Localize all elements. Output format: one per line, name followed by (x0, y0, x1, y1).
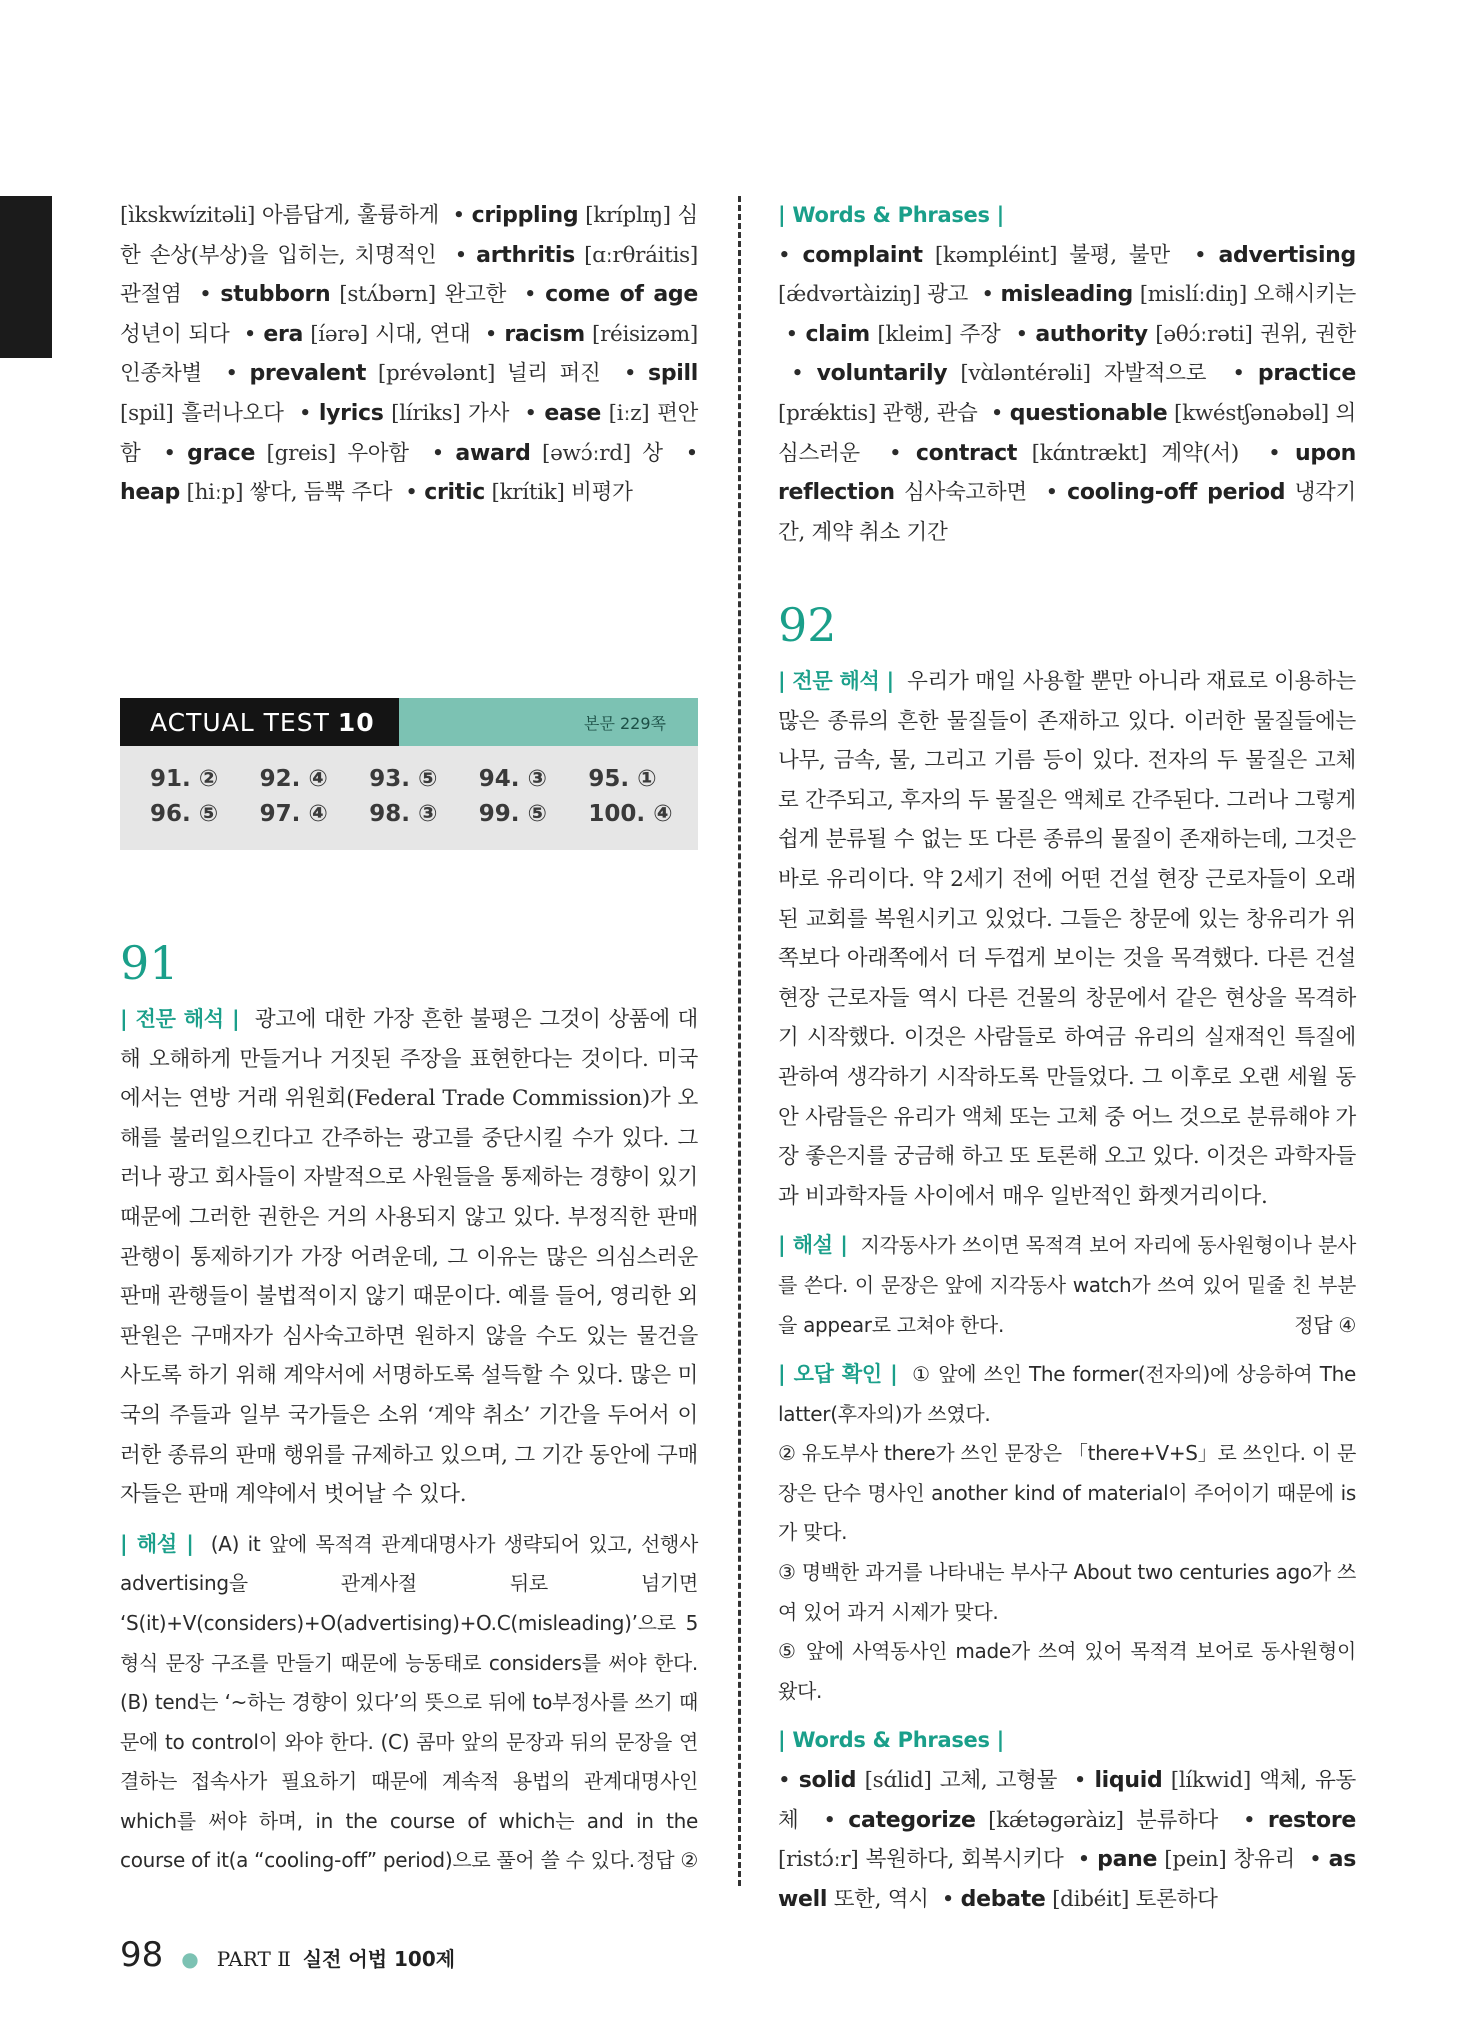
answer-key (120, 746, 698, 850)
answer-item: 93. ⑤ (369, 766, 438, 792)
answer-row (150, 766, 698, 801)
answer-item: 92. ④ (259, 766, 328, 792)
column-divider (738, 196, 741, 1886)
page-footer (120, 1935, 455, 1975)
question-91 (120, 936, 699, 1881)
translation-label: | 전문 해석 | (778, 669, 894, 693)
actual-test-title: ACTUAL TEST 10 (120, 698, 399, 746)
answer-badge: 정답 ② (636, 1848, 698, 1873)
left-vocab-block (120, 196, 698, 513)
actual-test-header (120, 698, 698, 746)
wrong-answer-label: | 오답 확인 | (778, 1362, 898, 1387)
question-number: 91 (120, 936, 179, 990)
section-title: 실전 어법 100제 (302, 1947, 456, 1971)
explanation-label: | 해설 | (120, 1531, 194, 1556)
vocab-list: | Words & Phrases | • complaint [kəmpléint] 불평, 불만 • advertising [ǽdvərtàiziŋ] 광고 • misleading [mislíːdiŋ] 오해시키는 • claim [kleim] 주장 • authority [əθɔ́ːrəti] 권위, 권한 • voluntarily [vɑ̀ləntérəli] 자발적으로 • practice [prǽktis] 관행, 관습 • questionable [kwéstʃənəbəl] 의심스러운 • contract [kɑ́ntrækt] 계약(서) • upon reflection 심사숙고하면 • cooling-off period 냉각기간, 계약 취소 기간 (778, 203, 1357, 545)
vocab-list: | Words & Phrases | • solid [sɑ́lid] 고체, 고형물 • liquid [líkwid] 액체, 유동체 • categorize [kǽtəgəràiz] 분류하다 • restore [ristɔ́ːr] 복원하다, 회복시키다 • pane [pein] 창유리 • as well 또한, 역시 • debate [dibéit] 토론하다 (778, 1728, 1357, 1912)
words-phrases-label: | Words & Phrases | (778, 1728, 1005, 1753)
words-phrases-label: | Words & Phrases | (778, 203, 1005, 227)
question-92 (778, 598, 1357, 1919)
words-phrases-block (778, 196, 1356, 552)
wrong-answer-item: ③ 명백한 과거를 나타내는 부사구 About two centuries ago가 쓰여 있어 과거 시제가 맞다. (778, 1560, 1356, 1624)
explanation: | 해설 | (A) it 앞에 목적격 관계대명사가 생략되어 있고, 선행사 advertising을 관계사절 뒤로 넘기면 ‘S(it)+V(considers)+O(advertising)+O.C(misleading)’으로 5형식 문장 구조를 만들기 때문에 능동태로 considers를 써야 한다. (B) tend는 ‘~하는 경향이 있다’의 뜻으로 뒤에 to부정사를 쓰기 때문에 to control이 와야 한다. (C) 콤마 앞의 문장과 뒤의 문장을 연결하는 접속사가 필요하기 때문에 계속적 용법의 관계대명사인 which를 써야 하며, in the course of which는 and in the course of it(a “cooling-off” period)으로 풀어 쓸 수 있다. 정답 ② (120, 1525, 698, 1881)
translation: | 전문 해석 | 광고에 대한 가장 흔한 불평은 그것이 상품에 대해 오해하게 만들거나 거짓된 주장을 표현한다는 것이다. 미국에서는 연방 거래 위원회(Federal Trade Commission)가 오해를 불러일으킨다고 간주하는 광고를 중단시킬 수가 있다. 그러나 광고 회사들이 자발적으로 사원들을 통제하는 경향이 있기 때문에 그러한 권한은 거의 사용되지 않고 있다. 부정직한 판매 관행이 통제하기가 가장 어려운데, 그 이유는 많은 의심스러운 판매 관행들이 불법적이지 않기 때문이다. 예를 들어, 영리한 외판원은 구매자가 심사숙고하면 원하지 않을 수도 있는 물건을 사도록 하기 위해 계약서에 서명하도록 설득할 수 있다. 많은 미국의 주들과 일부 국가들은 소위 ‘계약 취소’ 기간을 두어서 이러한 종류의 판매 행위를 규제하고 있으며, 그 기간 동안에 구매자들은 판매 계약에서 벗어날 수 있다. (120, 1007, 698, 1508)
actual-test-page-ref: 본문 229쪽 (399, 698, 698, 746)
page-number: 98 (120, 1935, 164, 1975)
chapter-tab (0, 196, 52, 358)
vocab-list: [ìkskwízitəli] 아름답게, 훌륭하게 • crippling [kríplɪŋ] 심한 손상(부상)을 입히는, 치명적인 • arthritis [ɑːrθráitis] 관절염 • stubborn [stʌ́bərn] 완고한 • come of age 성년이 되다 • era [íərə] 시대, 연대 • racism [réisizəm] 인종차별 • prevalent [prévələnt] 널리 퍼진 • spill [spil] 흘러나오다 • lyrics [líriks] 가사 • ease [iːz] 편안함 • grace [greis] 우아함 • award [əwɔ́ːrd] 상 • heap [hiːp] 쌓다, 듬뿍 주다 • critic [krítik] 비평가 (120, 203, 699, 506)
part-label: PART Ⅱ (216, 1947, 291, 1971)
bullet-icon: ● (181, 1947, 199, 1971)
wrong-answer-item: ② 유도부사 there가 쓰인 문장은 「there+V+S」로 쓰인다. 이 문장은 단수 명사인 another kind of material이 주어이기 때문에 is가 맞다. (778, 1441, 1356, 1545)
actual-test-box (120, 698, 698, 850)
answer-item: 98. ③ (369, 801, 438, 827)
translation: | 전문 해석 | 우리가 매일 사용할 뿐만 아니라 재료로 이용하는 많은 종류의 흔한 물질들이 존재하고 있다. 이러한 물질들에는 나무, 금속, 물, 그리고 기름 등이 있다. 전자의 두 물질은 고체로 간주되고, 후자의 두 물질은 액체로 간주된다. 그러나 그렇게 쉽게 분류될 수 없는 또 다른 종류의 물질이 존재하는데, 그것은 바로 유리이다. 약 2세기 전에 어떤 건설 현장 근로자들이 오래된 교회를 복원시키고 있었다. 그들은 창문에 있는 창유리가 위쪽보다 아래쪽에서 더 두껍게 보이는 것을 목격했다. 다른 건설 현장 근로자들 역시 다른 건물의 창문에서 같은 현상을 목격하기 시작했다. 이것은 사람들로 하여금 유리의 실재적인 특질에 관하여 생각하기 시작하도록 만들었다. 그 이후로 오랜 세월 동안 사람들은 유리가 액체 또는 고체 중 어느 것으로 분류해야 가장 좋은지를 궁금해 하고 또 토론해 오고 있다. 이것은 과학자들과 비과학자들 사이에서 매우 일반적인 화젯거리이다. (778, 669, 1356, 1209)
explanation: | 해설 | 지각동사가 쓰이면 목적격 보어 자리에 동사원형이나 분사를 쓴다. 이 문장은 앞에 지각동사 watch가 쓰여 있어 밑줄 친 부분을 appear로 고쳐야 한다. 정답 ④ (778, 1226, 1356, 1345)
answer-item: 91. ② (150, 766, 219, 792)
answer-item: 97. ④ (259, 801, 328, 827)
wrong-answer-item: ⑤ 앞에 사역동사인 made가 쓰여 있어 목적격 보어로 동사원형이 왔다. (778, 1639, 1356, 1703)
answer-badge: 정답 ④ (1294, 1312, 1356, 1337)
explanation-label: | 해설 | (778, 1233, 848, 1258)
answer-item: 100. ④ (588, 801, 673, 827)
answer-row (150, 801, 698, 836)
question-number: 92 (778, 598, 837, 652)
answer-item: 94. ③ (478, 766, 548, 792)
answer-item: 99. ⑤ (478, 801, 548, 827)
answer-item: 96. ⑤ (150, 801, 219, 827)
translation-label: | 전문 해석 | (120, 1007, 240, 1031)
wrong-answer-check: | 오답 확인 | ① 앞에 쓰인 The former(전자의)에 상응하여 The latter(후자의)가 쓰였다. (778, 1362, 1356, 1426)
answer-item: 95. ① (588, 766, 657, 792)
